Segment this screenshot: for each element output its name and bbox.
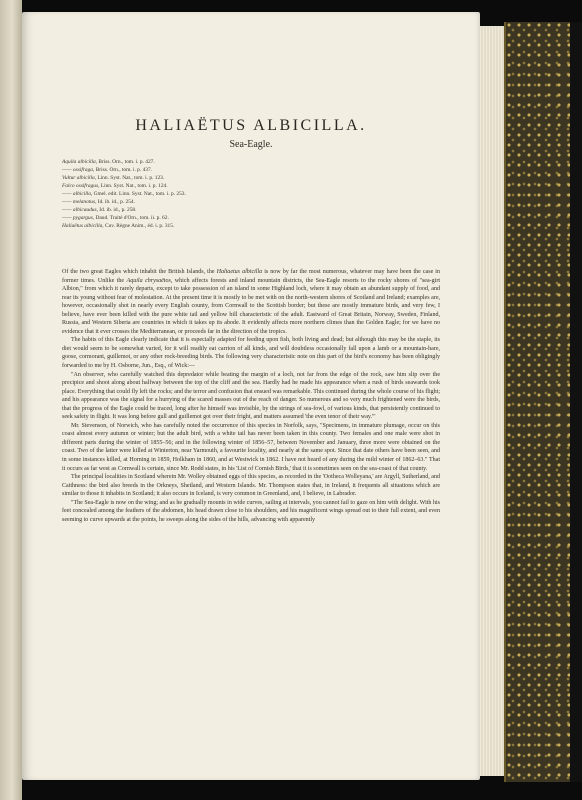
synonymy-entry: —— ossifraga, Briss. Orn., tom. i. p. 437. [62,167,153,174]
paragraph: Of the two great Eagles which inhabit the British Islands, the Haliaetus albicilla is now by far the most numerous, whatever may have been the case in former times. Unlike the Aquila chrysaëtos, which affects forests and inland mountain districts, the Sea-Eagle resorts to the rocky shores of "sea-girt Albion," from which it rarely departs, except to take possession of an island in some Highland loch, where it may obtain an abundant supply of food, and rear its young without fear of molestation. At the present time it is mostly to be met with on the north-western shores of Scotland and Ireland; examples are, however, occasionally shot in nearly every English county, from Cornwall to the Scottish border; but these are mostly immature birds, and very few, I believe, have ever been killed with the pure white tail and yellow bill characteristic of the adult. Eastward of Great Britain, Norway, Sweden, Finland, Russia, and Western Siberia are countries in which it takes up its abode. It evidently affects more northern climes than the Golden Eagle; for we have no evidence that it ever crosses the Mediterranean, or proceeds far in the direction of the tropics. [62,269,440,335]
synonymy-list [62,158,362,230]
paragraph: Mr. Stevenson, of Norwich, who has carefully noted the occurrence of this species in Norfolk, says, "Specimens, in immature plumage, occur on this coast almost every autumn or winter; but the adult bird, with a white tail has never been taken in this county. Two females and one male were shot in different parts during the winter of 1855–56; and in the following winter of 1856–57, between November and January, three more were obtained on the coast. Two of the latter were killed at Winterton, near Yarmouth, a favourite locality, and nearly at the same spot. Since that date others have been seen, and in some instances killed, at Horning in 1859, Holkham in 1860, and at Westwick in 1862. I have not heard of any during the mild winter of 1862–63." That it occurs as far west as Cornwall is certain, since Mr. Rodd states, in his 'List of Cornish Birds,' that it is sometimes seen on the sea-coast of that county. [62,422,440,472]
synonymy-entry: —— albicaudus, Id. ib. id., p. 258. [62,207,137,214]
synonymy-entry: —— pygargus, Daud. Traité d'Orn., tom. ii. p. 62. [62,215,169,222]
synonymy-entry: Falco ossifragus, Linn. Syst. Nat., tom. i. p. 124. [62,183,168,190]
page-subtitle: Sea-Eagle. [229,139,273,150]
paragraph: The habits of this Eagle clearly indicate that it is especially adapted for feeding upon fish, both living and dead; but although this may be the staple, its diet would seem to be somewhat varied, for it will readily eat carrion of all kinds, and will doubtless occasionally fall upon a lamb or a mountain-hare, goose, cormorant, guillemot, or any other rock-breeding birds. The following very characteristic note on this part of the bird's economy has been obligingly forwarded to me by H. Osborne, Jun., Esq., of Wick:— [62,337,440,370]
cover-rim [570,22,582,782]
page-title: HALIAËTUS ALBICILLA. [135,117,367,134]
synonymy-entry: Haliaëtus albicilla, Cuv. Règne Anim., éd. i. p. 315. [62,223,175,230]
synonymy-entry: —— melanotus, Id. ib. id., p. 254. [62,199,135,206]
body-text [62,268,440,524]
synonymy-entry: Aquila albicilla, Briss. Orn., tom. i. p. 427. [62,159,155,165]
marbled-cover-board [504,22,572,782]
paragraph: "The Sea-Eagle is now on the wing; and as he gradually mounts in wide curves, sailing at intervals, you cannot fail to gaze on him with delight. With his feet concealed among the feathers of the abdomen, his head drawn close to his shoulders, and his magnificent wings spread out to their full extent, and even seeming to curve upwards at the points, he sweeps along the sides of the hills, advancing with apparently [62,499,440,523]
paragraph: The principal localities in Scotland wherein Mr. Wolley obtained eggs of this species, as recorded in the 'Ootheca Wolleyana,' are Argyll, Sutherland, and Caithness: the bird also breeds in the Orkneys, Shetland, and Western Islands. Mr. Thompson states that, in Ireland, it frequents all situations which are similar to those it inhabits in Scotland; it also occurs in Iceland, is very common in Greenland, and, I believe, in Labrador. [62,474,440,498]
synonymy-entry: Vultur albicilla, Linn. Syst. Nat., tom. i. p. 123. [62,175,165,182]
paragraph: "An observer, who carefully watched this depredator while beating the margin of a loch, not far from the edge of the rock, saw him slip over the precipice and shoot along about halfway between the top of the cliff and the sea. Hardly had he made his appearance when a rush of birds seawards took place. Everything that could fly left the rocks; and the terror and confusion that ensued was remarkable. This continued during the whole course of his flight; and his appearance was the signal for a hurrying of the scared masses out of the reach of danger. So numerous and so very much frightened were the birds, that the progress of the Eagle could be traced, long after he himself was invisible, by the strings of sea-fowl, of various kinds, that persistently continued to seek safety in flight. It was long before gull and guillemot got over their fright, and matters assumed 'the even tenor of their way.'" [62,371,440,421]
page-fore-edge [480,26,504,776]
synonymy-entry: —— albicilla, Gmel. edit. Linn. Syst. Nat., tom. i. p. 253. [62,191,186,198]
left-page-edge [0,0,22,800]
